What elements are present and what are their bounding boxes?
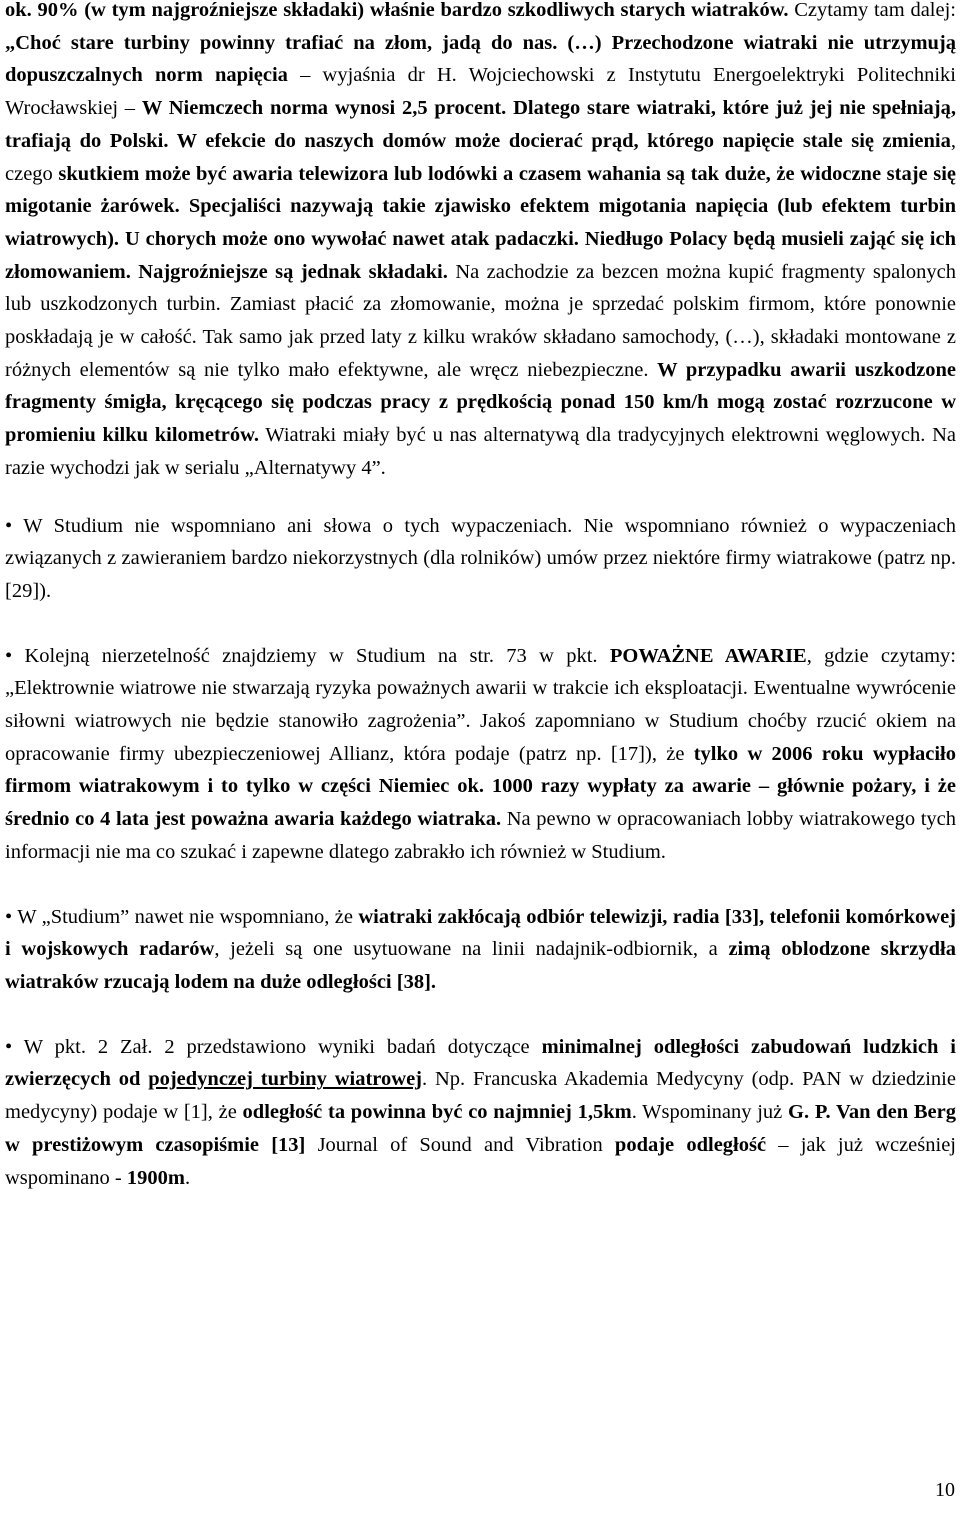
- bold-text-segment: 1900m: [126, 1166, 185, 1189]
- bold-text-segment: podaje odległość: [614, 1133, 767, 1156]
- bold-text-segment: „Choć stare turbiny powinny trafiać na złom, jadą do nas. (…) Przechodzone wiatraki nie utrzymują dopuszczalnych norm napięcia: [5, 31, 956, 87]
- text-segment: .: [184, 1166, 191, 1189]
- page-number: 10: [935, 1479, 955, 1501]
- bullet-paragraph-interference: [5, 901, 956, 999]
- bold-text-segment: pojedynczej turbiny wiatrowej: [148, 1068, 422, 1091]
- bullet-marker: •: [5, 1035, 13, 1058]
- document-page: [5, 0, 956, 1194]
- bold-text-segment: skutkiem może być awaria telewizora lub lodówki a czasem wahania są tak duże, że widoczne staje się migotanie żarówek. Specjaliści nazywają takie zjawisko efektem migotania napięcia (lub efektem turbin wiatrowych). U chorych może ono wywołać nawet atak padaczki. Niedługo Polacy będą musieli zająć się ich złomowaniem. Najgroźniejsze są jednak składaki.: [5, 162, 957, 283]
- bold-text-segment: minimalnej odległości zabudowań ludzkich i zwierzęcych od: [5, 1035, 956, 1091]
- text-segment: , gdzie czytamy: „Elektrownie wiatrowe nie stwarzają ryzyka poważnych awarii w trakcie ich eksploatacji. Ewentualne wywrócenie siłowni wiatrowych nie będzie stanowiło zagrożenia”. Jakoś zapomniano w Studium choćby rzucić okiem na opracowanie firmy ubezpieczeniowej Allianz, która podaje (patrz np. [17]), że: [5, 644, 957, 765]
- text-segment: Wiatraki miały być u nas alternatywą dla tradycyjnych elektrowni węglowych. Na razie wychodzi jak w serialu „Alternatywy 4”.: [5, 424, 956, 479]
- bold-text-segment: wiatraki zakłócają odbiór telewizji, radia [33], telefonii komórkowej i wojskowych radarów: [5, 905, 956, 961]
- text-segment: , czego: [5, 129, 956, 185]
- text-segment: W „Studium” nawet nie wspomniano, że: [17, 905, 359, 928]
- paragraph-allianz-article: [5, 0, 956, 485]
- bold-text-segment: zimą oblodzone skrzydła wiatraków rzucają lodem na duże odległości [38].: [5, 938, 956, 993]
- bullet-marker: •: [5, 514, 13, 537]
- bullet-paragraph-minimal-distance: [5, 1031, 956, 1195]
- text-segment: Kolejną nierzetelność znajdziemy w Studium na str. 73 w pkt.: [24, 644, 610, 667]
- bold-text-segment: W przypadku awarii uszkodzone fragmenty śmigła, kręcącego się podczas pracy z prędkością ponad 150 km/h mogą zostać rozrzucone w promieniu kilku kilometrów.: [5, 358, 956, 447]
- text-segment: , jeżeli są one usytuowane na linii nadajnik-odbiornik, a: [214, 938, 729, 961]
- text-segment: – jak już wcześniej wspominano -: [5, 1133, 956, 1189]
- text-segment: Na zachodzie za bezcen można kupić fragmenty spalonych lub uszkodzonych turbin. Zamiast płacić za złomowanie, można je sprzedać polskim firmom, które ponownie poskładają je w całość. Tak samo jak przed laty z kilku wraków składano samochody, (…), składaki montowane z różnych elementów są nie tylko mało efektywne, ale wręcz niebezpieczne.: [5, 260, 956, 381]
- text-segment: – wyjaśnia dr H. Wojciechowski z Instytutu Energoelektryki Politechniki Wrocławskiej –: [5, 64, 956, 120]
- bullet-paragraph-serious-failures: [5, 640, 956, 869]
- bold-text-segment: G. P. Van den Berg w prestiżowym czasopiśmie [13]: [5, 1101, 956, 1156]
- bold-text-segment: odległość ta powinna być co najmniej 1,5km: [242, 1101, 632, 1124]
- text-segment: . Np. Francuska Akademia Medycyny (odp. PAN w dziedzinie medycyny) podaje w [1], że: [5, 1068, 956, 1124]
- bullet-marker: •: [5, 905, 13, 928]
- text-segment: W pkt. 2 Zał. 2 przedstawiono wyniki badań dotyczące: [23, 1035, 542, 1058]
- bold-text-segment: POWAŻNE AWARIE: [609, 644, 807, 667]
- bold-text-segment: tylko w 2006 roku wypłaciło firmom wiatrakowym i to tylko w części Niemiec ok. 1000 razy wypłaty za awarie – głównie pożary, i że średnio co 4 lata jest poważna awaria każdego wiatraka.: [5, 742, 957, 831]
- bullet-paragraph-distortions: [5, 510, 956, 608]
- text-segment: Journal of Sound and Vibration: [305, 1133, 615, 1156]
- bold-text-segment: ok. 90% (w tym najgroźniejsze składaki) właśnie bardzo szkodliwych starych wiatraków.: [5, 0, 795, 21]
- bold-text-segment: W Niemczech norma wynosi 2,5 procent. Dlatego stare wiatraki, które już jej nie spełniają, trafiają do Polski. W efekcie do naszych domów może docierać prąd, którego napięcie stale się zmienia: [5, 97, 956, 152]
- text-segment: Na pewno w opracowaniach lobby wiatrakowego tych informacji nie ma co szukać i zapewne dlatego zabrakło ich również w Studium.: [5, 808, 957, 863]
- text-segment: W Studium nie wspomniano ani słowa o tych wypaczeniach. Nie wspomniano również o wypaczeniach związanych z zawieraniem bardzo niekorzystnych (dla rolników) umów przez niektóre firmy wiatrakowe (patrz np. [29]).: [5, 514, 956, 602]
- bullet-marker: •: [5, 644, 13, 667]
- text-segment: . Wspominany już: [631, 1101, 789, 1124]
- text-segment: Czytamy tam dalej:: [794, 0, 956, 21]
